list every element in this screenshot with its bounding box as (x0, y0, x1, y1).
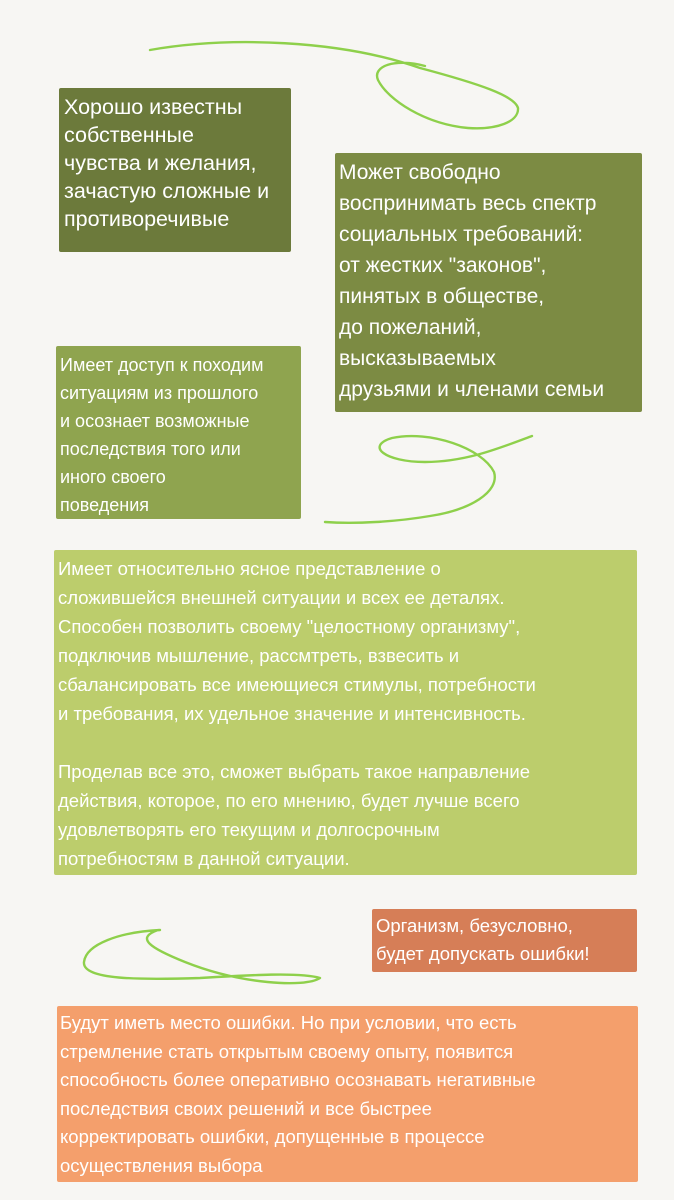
card-feelings (59, 88, 291, 252)
card-current-situation-paragraph-1: Имеет относительно ясное представление о сложившейся внешней ситуации и всех ее деталях. Способен позволить своему "целостному организму", подключив мышление, рассмтреть, взвесить и сбалансировать все имеющиеся стимулы, потребности и требования, их удельное значение и интенсивность. (58, 558, 536, 724)
card-correcting-mistakes (57, 1006, 638, 1182)
card-social-demands-text: Может свободно воспринимать весь спектр социальных требований: от жестких "законов", пинятых в обществе, до пожеланий, высказываемых друзьями и членами семьи (339, 161, 605, 401)
card-correcting-mistakes-text: Будут иметь место ошибки. Но при условии, что есть стремление стать открытым своему опыту, появится способность более оперативно осознавать негативные последствия своих решений и все быстрее корректировать ошибки, допущенные в процессе осуществления выбора (60, 1012, 536, 1176)
card-social-demands (335, 153, 642, 412)
card-current-situation (54, 550, 637, 875)
card-feelings-text: Хорошо известны собственные чувства и желания, зачастую сложные и противоречивые (64, 95, 270, 231)
card-past-situations-text: Имеет доступ к походим ситуациям из прошлого и осознает возможные последствия того или иного своего поведения (60, 355, 264, 515)
scribble-bottom-loop (84, 930, 320, 983)
card-mistakes (372, 909, 637, 972)
scribble-middle-loop (325, 436, 532, 523)
card-current-situation-paragraph-2: Проделав все это, сможет выбрать такое направление действия, которое, по его мнению, будет лучше всего удовлетворять его текущим и долгосрочным потребностям в данной ситуации. (58, 761, 531, 869)
card-mistakes-text: Организм, безусловно, будет допускать ошибки! (376, 915, 590, 964)
card-past-situations (56, 346, 301, 519)
